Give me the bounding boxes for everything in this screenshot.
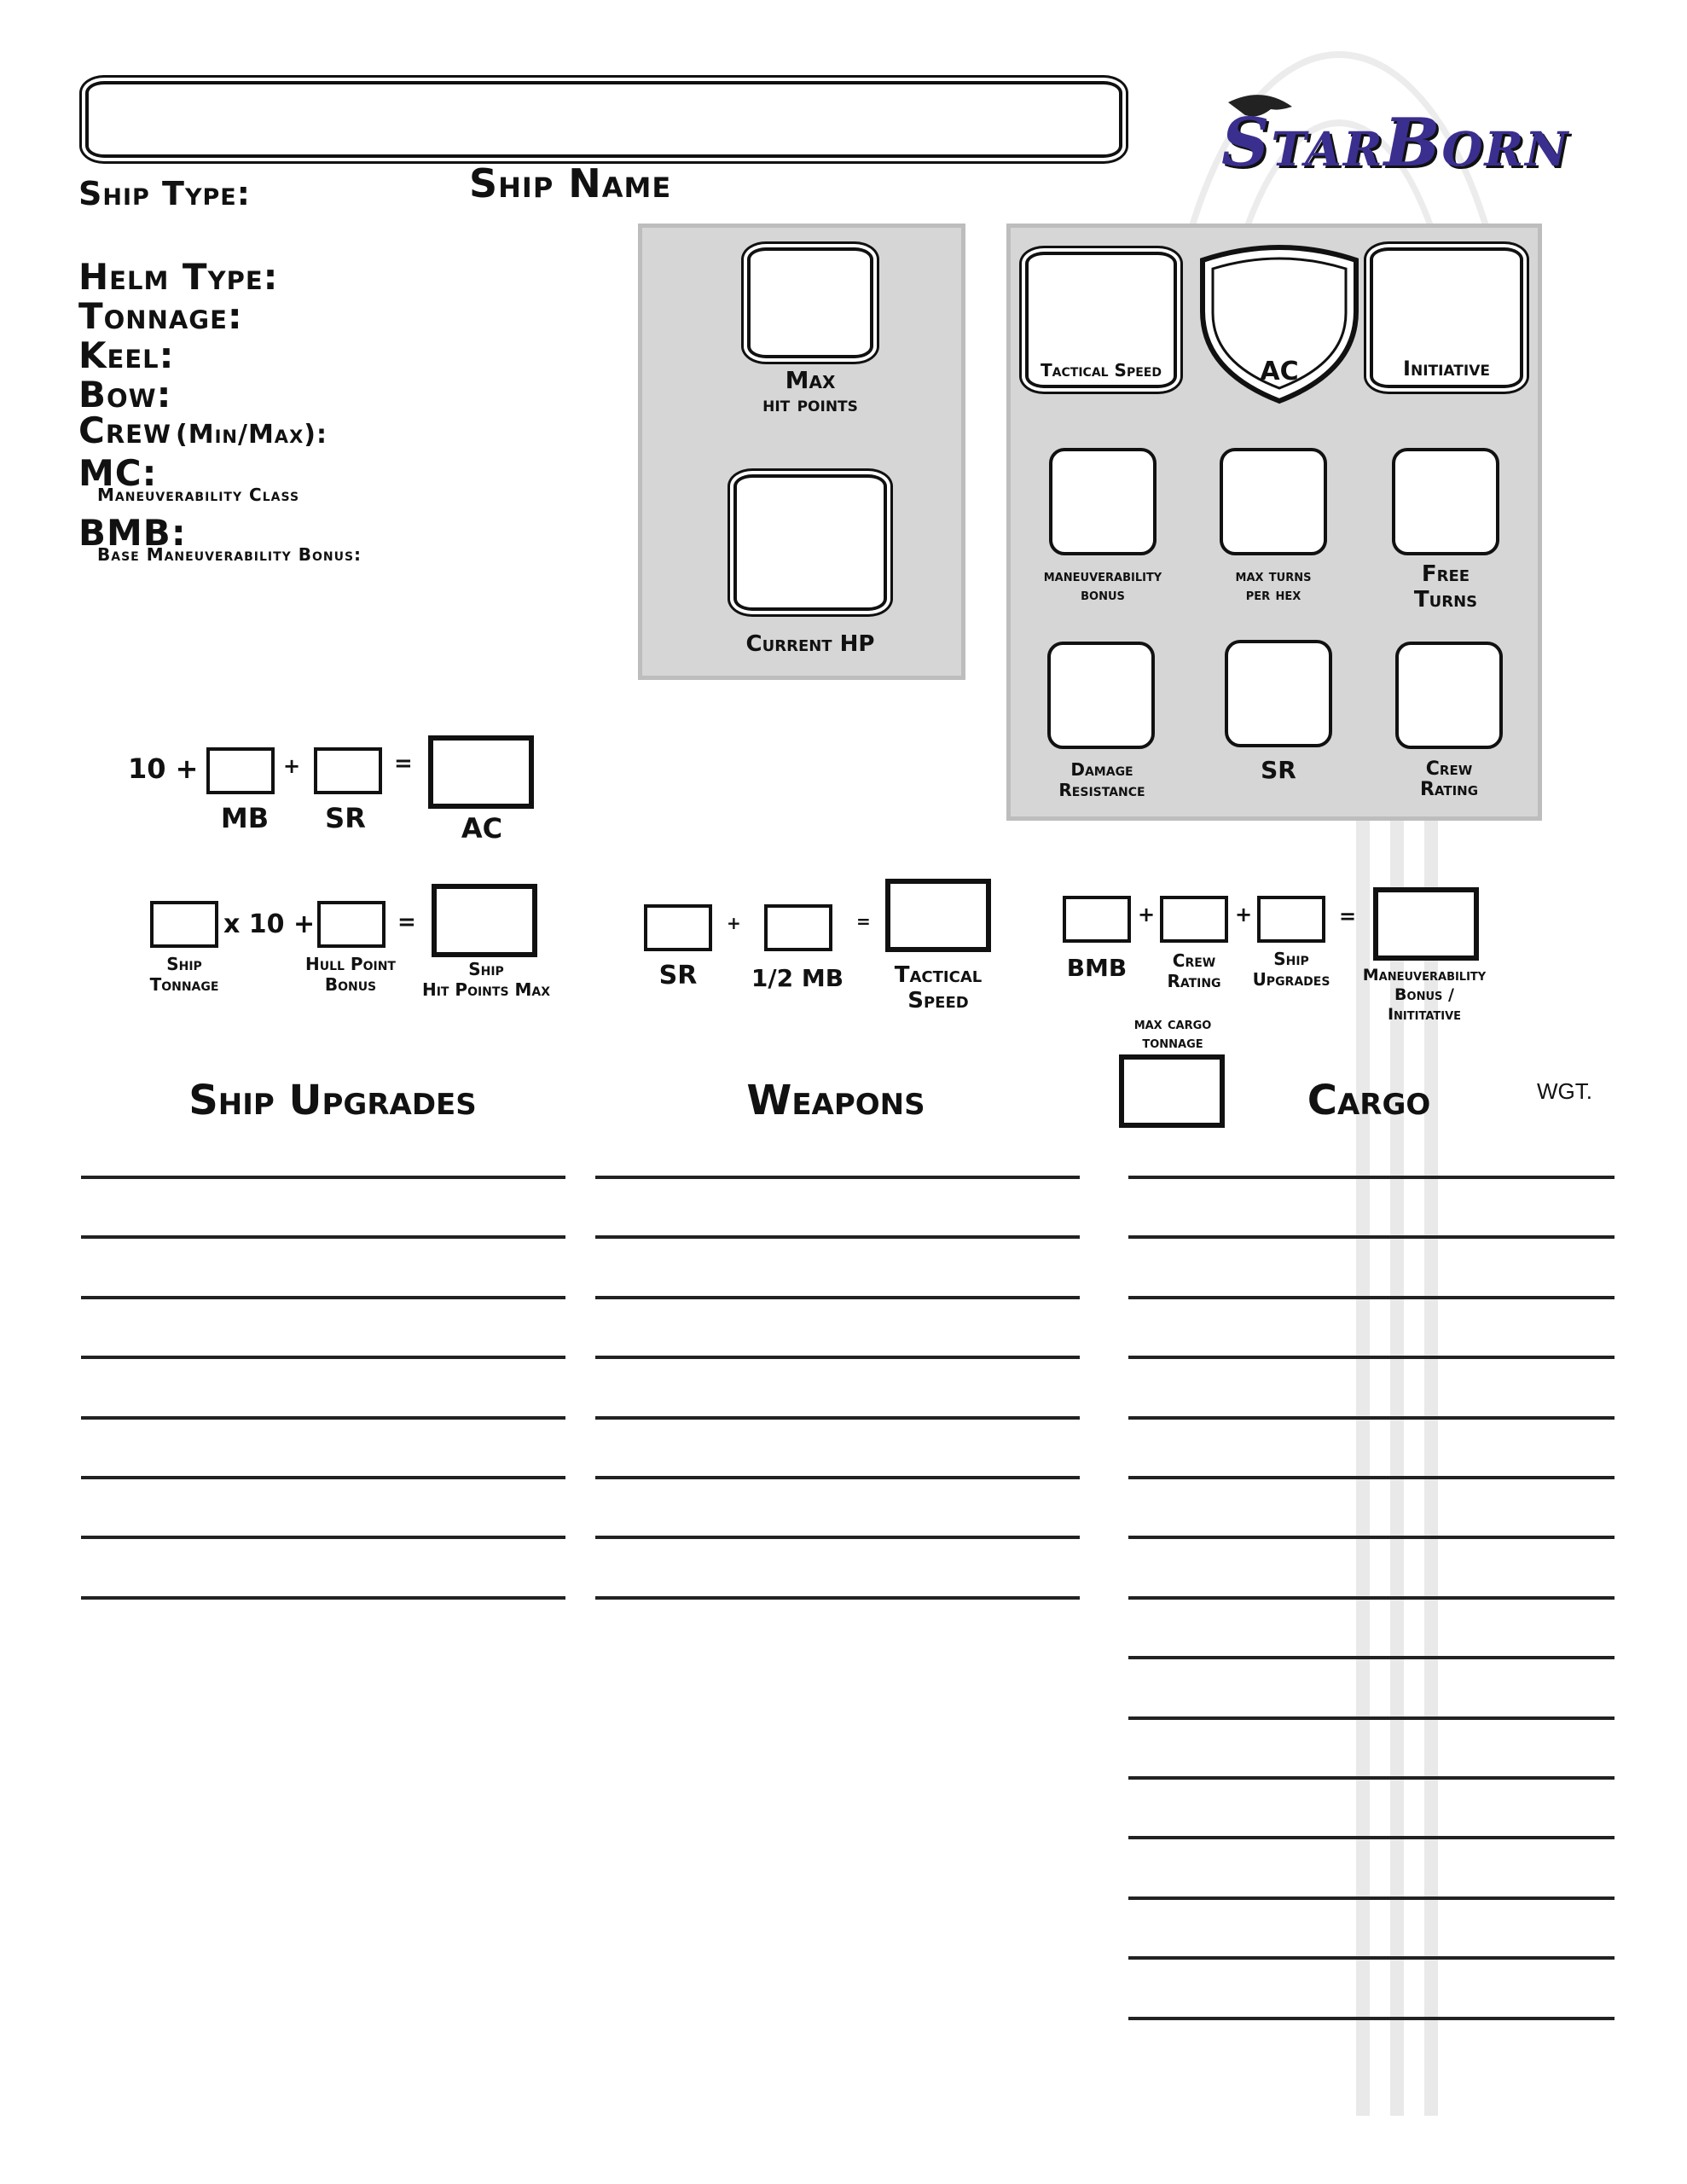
man-result-line1: Maneuverability (1362, 966, 1487, 985)
initiative-label: Initiative (1403, 357, 1490, 380)
tactical-speed-line1: Tactical (894, 962, 983, 988)
upgrades-formula-label (1240, 949, 1342, 990)
ship-upgrades-input[interactable] (1257, 896, 1325, 943)
damage-resistance-box[interactable] (1047, 642, 1155, 749)
cargo-line[interactable] (1128, 2017, 1615, 2020)
upgrade-line[interactable] (81, 1356, 565, 1359)
upgrades-formula-line2: Upgrades (1252, 969, 1330, 990)
ac-label: AC (1260, 357, 1299, 386)
tactical-speed-result-box[interactable] (885, 879, 991, 952)
upgrade-line[interactable] (81, 1416, 565, 1420)
weapon-line[interactable] (595, 1536, 1080, 1539)
bmb-formula-label: BMB (1066, 954, 1128, 982)
max-cargo-label (1100, 1015, 1245, 1053)
ship-tonnage-line1: Ship (166, 954, 202, 974)
keel-label: Keel: (78, 334, 175, 376)
max-turns-line1: max turns (1235, 567, 1312, 585)
ship-name-label: Ship Name (469, 160, 672, 206)
speed-sr-input[interactable] (644, 904, 712, 951)
upgrades-formula-line1: Ship (1273, 949, 1309, 969)
cargo-line[interactable] (1128, 1356, 1615, 1359)
cargo-line[interactable] (1128, 1596, 1615, 1600)
ac-formula-label: AC (461, 812, 503, 845)
bmb-input[interactable] (1063, 896, 1131, 943)
weapon-line[interactable] (595, 1596, 1080, 1600)
hull-bonus-line1: Hull Point (305, 954, 396, 974)
helm-type-label: Helm Type: (78, 256, 279, 298)
ac-plus: + (283, 754, 301, 778)
cargo-line[interactable] (1128, 1476, 1615, 1479)
maneuverability-result-label (1339, 966, 1510, 1025)
crew-label (78, 410, 328, 451)
max-cargo-line2: tonnage (1142, 1034, 1203, 1052)
sr-label: SR (1261, 756, 1296, 784)
cargo-line[interactable] (1128, 1956, 1615, 1960)
max-hp-box[interactable] (747, 247, 873, 358)
ac-formula-prefix: 10 + (128, 752, 199, 785)
current-hp-label: Current HP (745, 631, 875, 657)
ship-hp-line1: Ship (468, 959, 504, 979)
mb-label: MB (220, 802, 270, 834)
cargo-line[interactable] (1128, 1235, 1615, 1239)
bmb-label: BMB: (78, 512, 187, 554)
damage-resistance-line1: Damage (1070, 759, 1133, 780)
half-mb-input[interactable] (764, 904, 832, 951)
max-cargo-box[interactable] (1119, 1054, 1225, 1128)
weapons-heading: Weapons (746, 1077, 925, 1124)
sr-input-box[interactable] (314, 747, 382, 794)
hull-bonus-input[interactable] (317, 901, 386, 948)
speed-equals: = (856, 911, 871, 932)
hp-equals: = (397, 909, 416, 935)
mc-label: MC: (78, 452, 158, 494)
max-hp-line1: Max (785, 366, 836, 394)
mb-input-box[interactable] (206, 747, 275, 794)
crew-rating-label (1364, 759, 1534, 800)
bow-label: Bow: (78, 374, 172, 415)
maneuverability-bonus-box[interactable] (1049, 448, 1157, 555)
ship-hp-line2: Hit Points Max (421, 979, 551, 1000)
maneuverability-bonus-line1: maneuverability (1043, 567, 1162, 585)
tactical-speed-label: Tactical Speed (1041, 360, 1162, 380)
upgrade-line[interactable] (81, 1296, 565, 1299)
crew-rating-line1: Crew (1425, 758, 1473, 780)
upgrade-line[interactable] (81, 1235, 565, 1239)
crew-title: Crew (78, 410, 171, 451)
speed-plus: + (727, 913, 741, 933)
man-plus-1: + (1138, 903, 1156, 926)
weapon-line[interactable] (595, 1176, 1080, 1179)
max-hp-line2: hit points (762, 392, 858, 416)
maneuverability-bonus-line2: bonus (1081, 586, 1125, 604)
ship-tonnage-line2: Tonnage (149, 974, 219, 995)
max-hp-label (699, 366, 921, 416)
upgrade-line[interactable] (81, 1536, 565, 1539)
cargo-line[interactable] (1128, 1296, 1615, 1299)
half-mb-label: 1/2 MB (751, 964, 844, 992)
damage-resistance-label (1015, 759, 1189, 800)
ship-hp-label (401, 959, 571, 1000)
ship-upgrades-heading: Ship Upgrades (188, 1077, 477, 1124)
free-turns-box[interactable] (1392, 448, 1499, 555)
cargo-line[interactable] (1128, 1416, 1615, 1420)
tactical-speed-formula-label (861, 962, 1015, 1014)
free-turns-line2: Turns (1413, 587, 1478, 613)
weapon-line[interactable] (595, 1416, 1080, 1420)
weapon-line[interactable] (595, 1356, 1080, 1359)
cargo-line[interactable] (1128, 1716, 1615, 1720)
ship-tonnage-input[interactable] (150, 901, 218, 948)
cargo-line[interactable] (1128, 1836, 1615, 1839)
logo-text: StarBorn (1221, 104, 1570, 182)
cargo-line[interactable] (1128, 1656, 1615, 1659)
crew-rating-box[interactable] (1395, 642, 1503, 749)
sr-formula-label: SR (325, 802, 366, 834)
cargo-line[interactable] (1128, 1536, 1615, 1539)
man-plus-2: + (1235, 903, 1253, 926)
upgrade-line[interactable] (81, 1596, 565, 1600)
max-turns-box[interactable] (1220, 448, 1327, 555)
maneuverability-result-box[interactable] (1373, 887, 1479, 961)
sr-box[interactable] (1225, 640, 1332, 747)
maneuverability-bonus-label (1015, 567, 1191, 605)
upgrade-line[interactable] (81, 1176, 565, 1179)
crew-rating-line2: Rating (1419, 779, 1479, 800)
ac-equals: = (394, 751, 413, 776)
man-equals: = (1339, 904, 1357, 928)
hp-times: x 10 + (223, 909, 316, 939)
crew-minmax: (Min/Max): (176, 420, 328, 450)
max-turns-label (1188, 567, 1359, 605)
starborn-logo (1211, 85, 1578, 182)
speed-sr-label: SR (658, 961, 698, 990)
crew-formula-line2: Rating (1167, 971, 1221, 991)
crew-formula-label (1143, 950, 1245, 991)
weapon-line[interactable] (595, 1476, 1080, 1479)
bmb-sublabel: Base Maneuverability Bonus: (97, 544, 362, 565)
ship-type-label: Ship Type: (78, 175, 251, 212)
crew-formula-line1: Crew (1172, 950, 1216, 971)
cargo-line[interactable] (1128, 1176, 1615, 1179)
free-turns-line1: Free (1421, 561, 1470, 587)
max-turns-line2: per hex (1245, 586, 1301, 604)
man-result-line2: Bonus / (1394, 985, 1454, 1004)
weapon-line[interactable] (595, 1235, 1080, 1239)
free-turns-label (1360, 561, 1531, 613)
weapon-line[interactable] (595, 1296, 1080, 1299)
tactical-speed-line2: Speed (907, 988, 969, 1014)
cargo-heading: Cargo (1307, 1077, 1431, 1124)
tonnage-label: Tonnage: (78, 295, 243, 337)
current-hp-box[interactable] (733, 474, 887, 611)
damage-resistance-line2: Resistance (1058, 780, 1145, 800)
hull-bonus-line2: Bonus (324, 974, 377, 995)
cargo-line[interactable] (1128, 1896, 1615, 1900)
upgrade-line[interactable] (81, 1476, 565, 1479)
hull-bonus-label (287, 954, 415, 995)
cargo-line[interactable] (1128, 1776, 1615, 1780)
ship-hp-result-box[interactable] (432, 884, 537, 957)
crew-rating-input[interactable] (1160, 896, 1228, 943)
mc-sublabel: Maneuverability Class (97, 485, 300, 505)
max-cargo-line1: max cargo (1133, 1015, 1212, 1033)
ac-result-box[interactable] (428, 735, 534, 809)
wgt-label: WGT. (1537, 1078, 1592, 1104)
man-result-line3: Inititative (1387, 1005, 1462, 1024)
ship-tonnage-label (125, 954, 244, 995)
ship-name-banner[interactable] (85, 81, 1122, 158)
